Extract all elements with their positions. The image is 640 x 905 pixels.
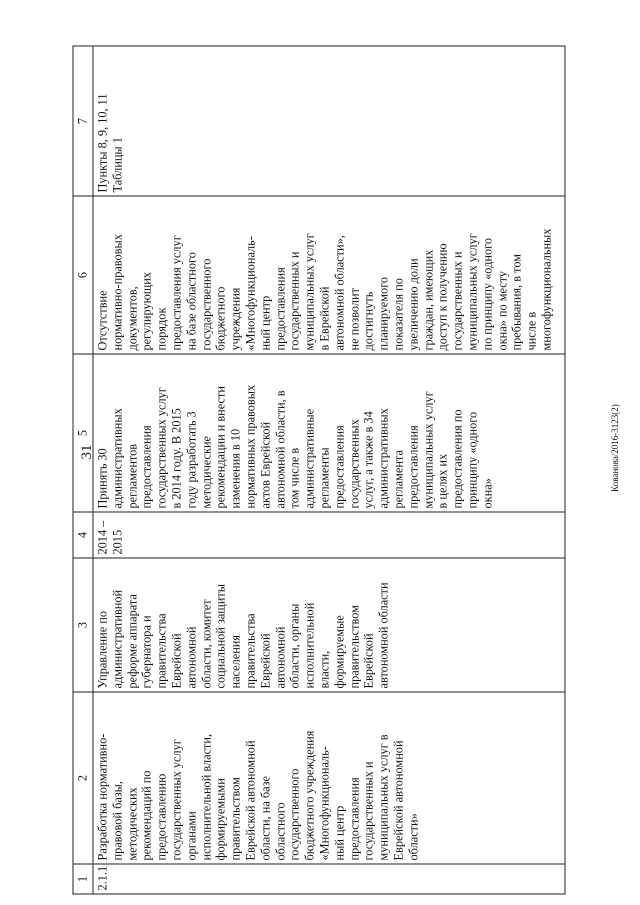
indicator-link-cell: Пункты 8, 9, 10, 11 Таблицы 1 [93,46,565,196]
non-implementation-consequences-cell: Отсутствие нормативно-правовых документов, регулирующих порядок предоставления услуг на базе областного государственного бюджетного учреждения «Многофункциональ- ный центр предоставления государственных и муниципальных услуг в Еврейской автономной области», не позволит достигнуть планируемого показателя по увеличению доли граждан, имеющих доступ к получению государственных и муниципальных услуг по принципу «одного окна» по месту пребывания, в том числе в многофункциональных [93,196,565,354]
rotated-table-container [73,47,566,895]
column-header-5: 5 [73,354,93,512]
document-footer-code: Кованова/2016-3123(2) [610,404,620,492]
column-header-6: 6 [73,196,93,354]
item-number-cell: 2.1.1 [93,864,565,894]
action-plan-table [73,46,566,895]
activity-name-cell: Разработка нормативно- правовой базы, методических рекомендаций по предоставлению государственных услуг органами исполнительной власти, формируемыми правительством Еврейской автономной области, на базе областного государственного бюджетного учреждения «Многофункциональ- ный центр предоставления государственных и муниципальных услуг в Еврейской автономной области» [93,692,565,864]
column-header-1: 1 [73,864,93,894]
expected-result-cell: Принять 30 административных регламентов предоставления государственных услуг в 2014 году. В 2015 году разработать 3 методические рекомендации и внести изменения в 10 нормативных правовых актов Еврейской автономной области, в том числе в административные регламенты предоставления государственных услуг, а также в 34 административных регламента предоставления муниципальных услуг в целях их предоставления по принципу «одного окна» [93,354,565,512]
column-header-2: 2 [73,692,93,864]
column-header-4: 4 [73,512,93,558]
responsible-executor-cell: Управление по административной реформе аппарата губернатора и правительства Еврейской автономной области, комитет социальной защиты населения правительства Еврейской автономной области, органы исполнительной власти, формируемые правительством Еврейской автономной области [93,558,565,692]
implementation-period-cell: 2014 – 2015 [93,512,565,558]
page-number: 31 [79,444,95,460]
column-header-3: 3 [73,558,93,692]
column-header-7: 7 [73,46,93,196]
header-row [73,46,93,894]
table-row [93,46,565,894]
